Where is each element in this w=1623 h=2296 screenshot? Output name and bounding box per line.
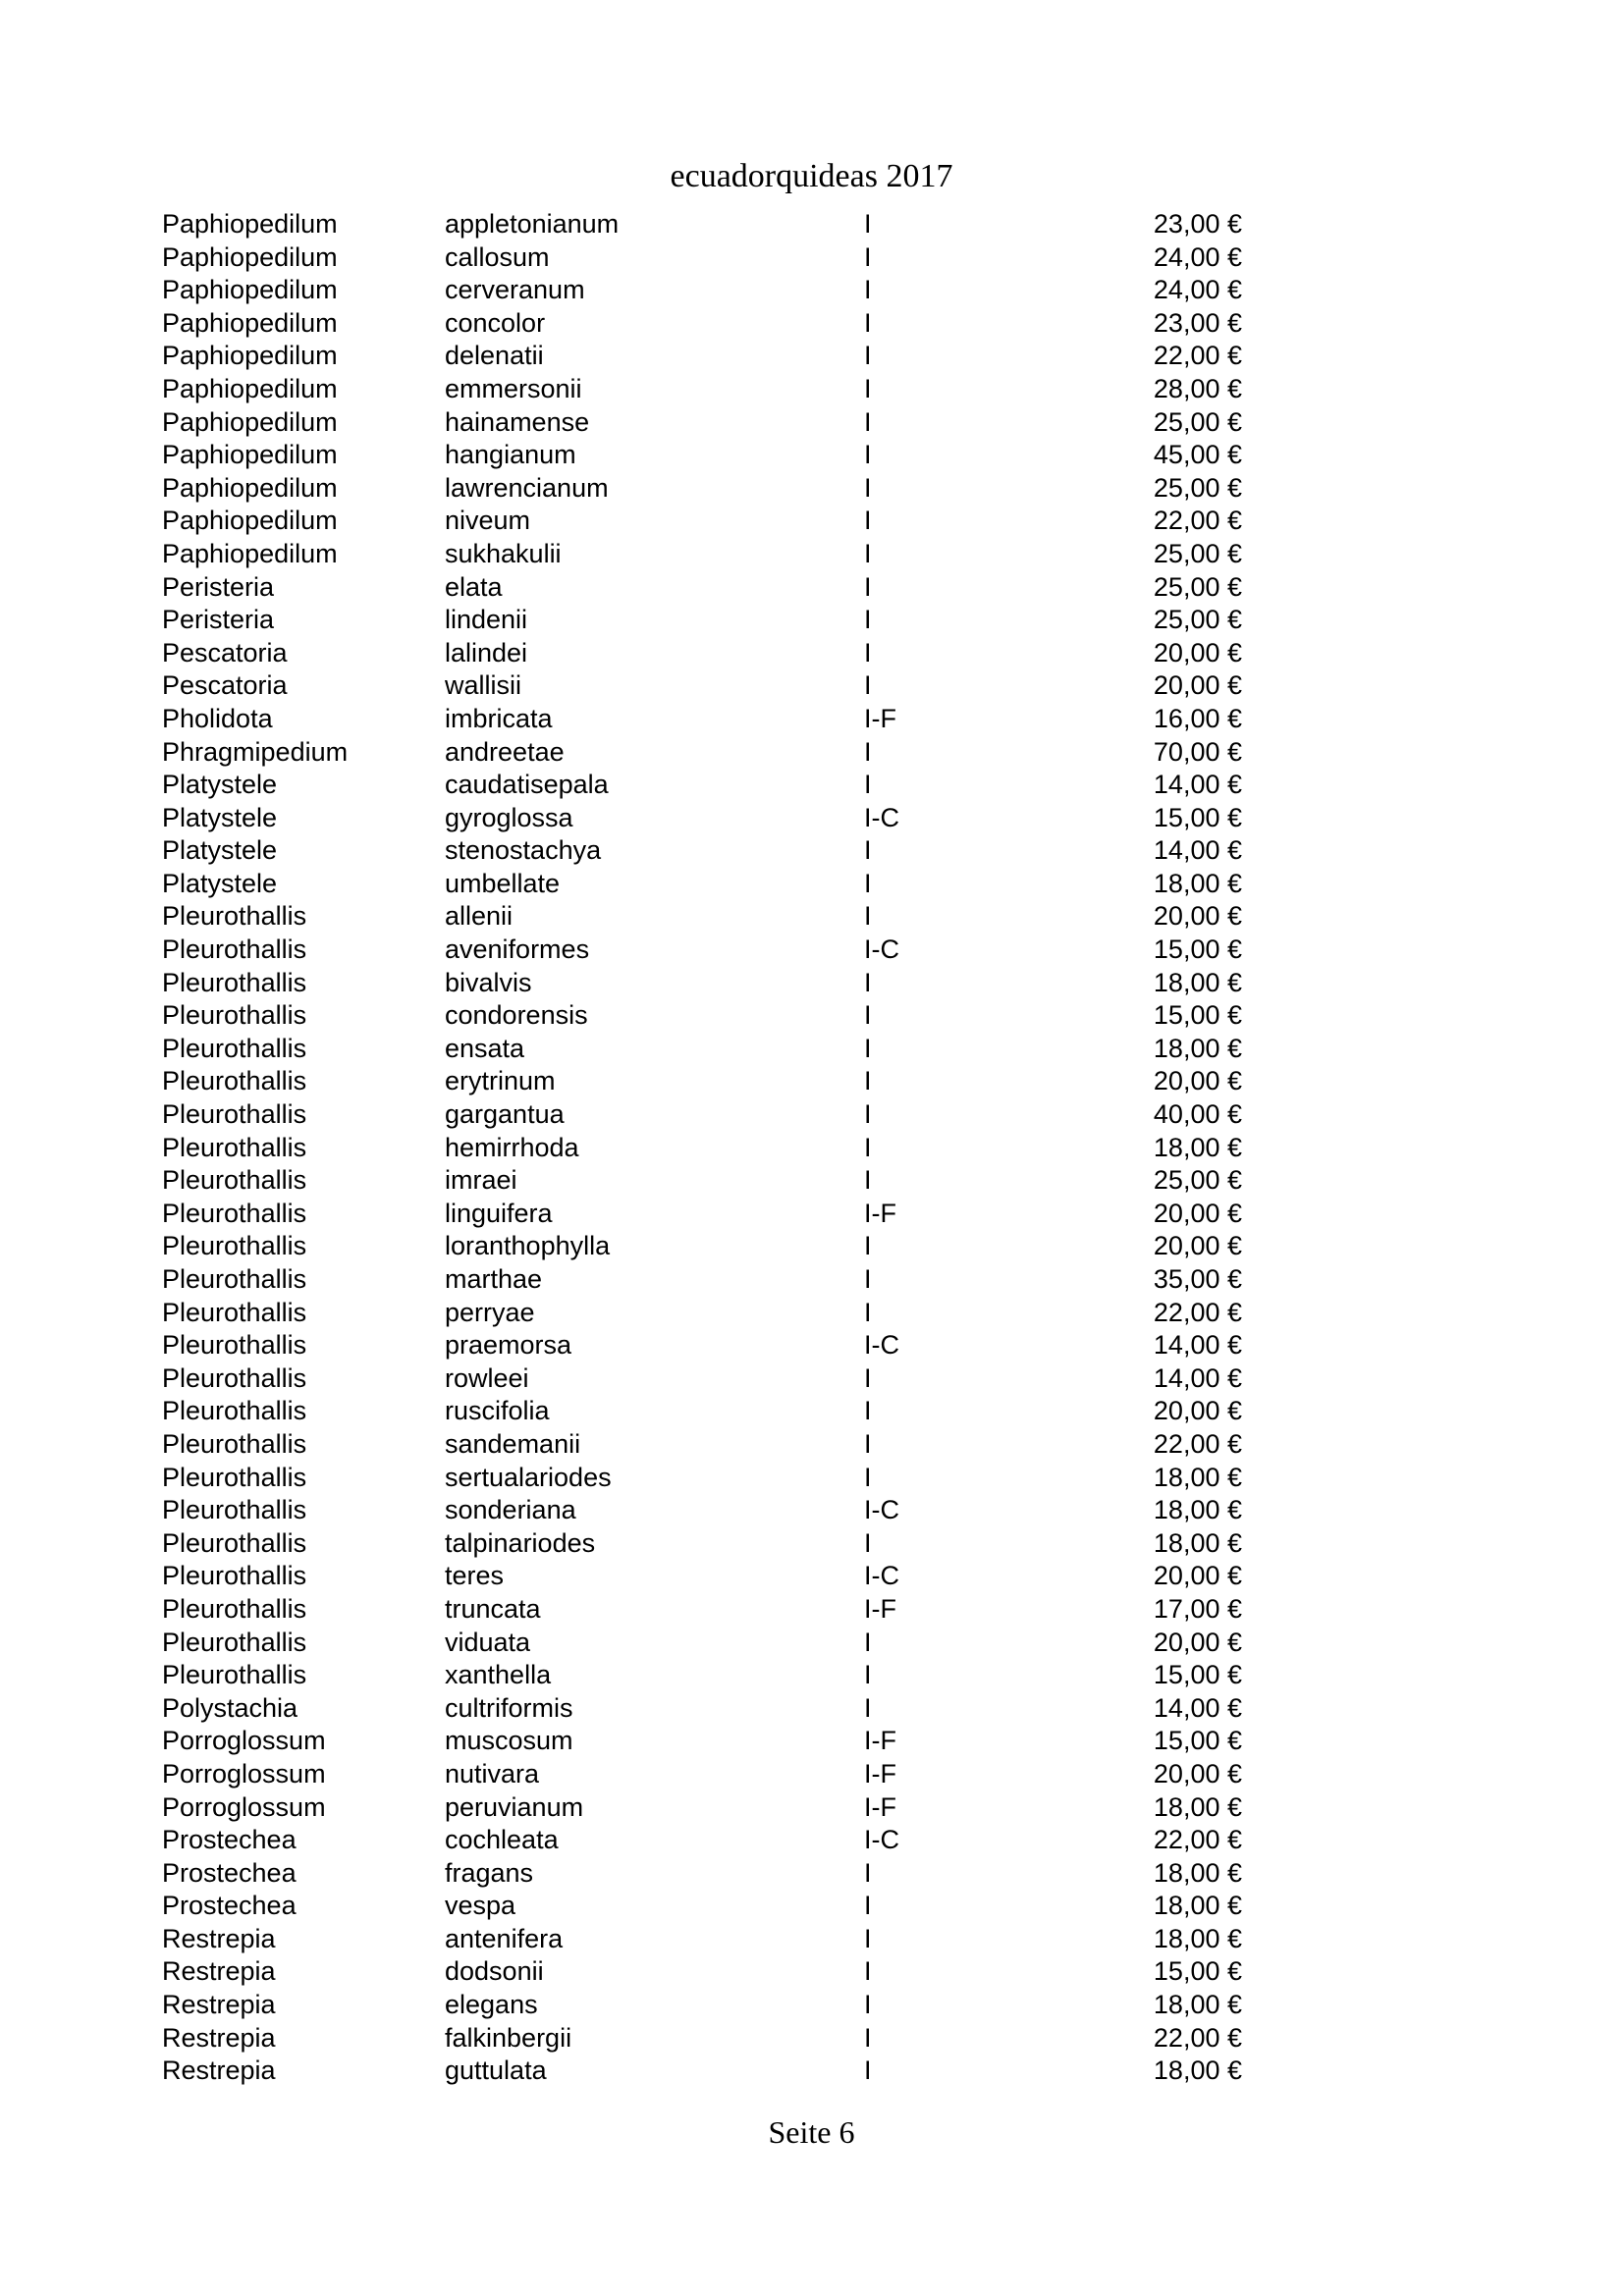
genus-cell: Pleurothallis <box>162 967 307 997</box>
genus-cell: Pleurothallis <box>162 1428 307 1459</box>
code-cell: I-F <box>864 1593 896 1624</box>
species-cell: stenostachya <box>445 835 602 866</box>
list-item <box>162 934 1242 967</box>
code-cell: I-F <box>864 1198 896 1228</box>
species-cell: peruvianum <box>445 1791 584 1822</box>
code-cell: I <box>864 1066 872 1096</box>
species-cell: condorensis <box>445 1000 588 1031</box>
species-cell: imbricata <box>445 703 553 733</box>
price-cell: 18,00 € <box>1153 967 1242 997</box>
genus-cell: Pleurothallis <box>162 1066 307 1096</box>
list-item <box>162 538 1242 571</box>
list-item <box>162 669 1242 703</box>
code-cell: I <box>864 1462 872 1492</box>
species-cell: truncata <box>445 1593 541 1624</box>
species-cell: delenatii <box>445 341 544 371</box>
species-cell: guttulata <box>445 2056 547 2086</box>
list-item <box>162 1627 1242 1660</box>
species-cell: hemirrhoda <box>445 1132 579 1162</box>
species-cell: loranthophylla <box>445 1231 611 1261</box>
price-cell: 20,00 € <box>1153 1198 1242 1228</box>
list-item <box>162 1692 1242 1726</box>
species-cell: appletonianum <box>445 209 620 239</box>
list-item <box>162 802 1242 835</box>
code-cell: I <box>864 1264 872 1294</box>
genus-cell: Platystele <box>162 770 278 800</box>
list-item <box>162 1329 1242 1362</box>
genus-cell: Pleurothallis <box>162 1198 307 1228</box>
list-item <box>162 967 1242 1000</box>
genus-cell: Paphiopedilum <box>162 209 338 239</box>
genus-cell: Paphiopedilum <box>162 440 338 470</box>
code-cell: I <box>864 538 872 568</box>
species-cell: aveniformes <box>445 934 590 965</box>
species-cell: dodsonii <box>445 1956 544 1987</box>
price-cell: 18,00 € <box>1153 868 1242 898</box>
code-cell: I-F <box>864 1791 896 1822</box>
genus-cell: Pleurothallis <box>162 1527 307 1558</box>
genus-cell: Paphiopedilum <box>162 538 338 568</box>
code-cell: I <box>864 1428 872 1459</box>
list-item <box>162 2022 1242 2056</box>
price-cell: 20,00 € <box>1153 1066 1242 1096</box>
genus-cell: Restrepia <box>162 2056 276 2086</box>
list-item <box>162 208 1242 241</box>
species-cell: lalindei <box>445 637 528 667</box>
species-cell: sertualariodes <box>445 1462 612 1492</box>
price-cell: 22,00 € <box>1153 506 1242 536</box>
species-cell: gyroglossa <box>445 802 573 832</box>
species-cell: ruscifolia <box>445 1396 550 1426</box>
genus-cell: Porroglossum <box>162 1726 326 1756</box>
list-item <box>162 1923 1242 1956</box>
species-cell: lindenii <box>445 605 528 635</box>
list-item <box>162 1198 1242 1231</box>
price-cell: 15,00 € <box>1153 1000 1242 1031</box>
code-cell: I <box>864 1000 872 1031</box>
genus-cell: Pleurothallis <box>162 934 307 965</box>
code-cell: I <box>864 770 872 800</box>
genus-cell: Pescatoria <box>162 637 288 667</box>
species-cell: falkinbergii <box>445 2022 572 2053</box>
price-cell: 25,00 € <box>1153 538 1242 568</box>
price-cell: 25,00 € <box>1153 406 1242 437</box>
species-cell: elata <box>445 571 503 602</box>
genus-cell: Pleurothallis <box>162 1462 307 1492</box>
code-cell: I <box>864 1099 872 1130</box>
genus-cell: Polystachia <box>162 1692 298 1723</box>
species-cell: imraei <box>445 1165 517 1196</box>
species-cell: lawrencianum <box>445 472 609 503</box>
species-cell: cerveranum <box>445 275 585 305</box>
code-cell: I <box>864 901 872 932</box>
genus-cell: Pleurothallis <box>162 1660 307 1690</box>
price-cell: 18,00 € <box>1153 1990 1242 2020</box>
price-cell: 18,00 € <box>1153 1033 1242 1063</box>
price-cell: 15,00 € <box>1153 934 1242 965</box>
genus-cell: Pleurothallis <box>162 1099 307 1130</box>
price-cell: 16,00 € <box>1153 703 1242 733</box>
list-item <box>162 1098 1242 1132</box>
list-item <box>162 1725 1242 1758</box>
genus-cell: Pleurothallis <box>162 1000 307 1031</box>
species-cell: sukhakulii <box>445 538 562 568</box>
list-item <box>162 373 1242 406</box>
list-item <box>162 604 1242 637</box>
species-cell: praemorsa <box>445 1330 572 1361</box>
price-cell: 20,00 € <box>1153 670 1242 701</box>
species-cell: nutivara <box>445 1758 540 1789</box>
price-cell: 25,00 € <box>1153 605 1242 635</box>
genus-cell: Pleurothallis <box>162 1561 307 1591</box>
genus-cell: Prostechea <box>162 1825 297 1855</box>
species-cell: vespa <box>445 1891 516 1921</box>
list-item <box>162 1955 1242 1989</box>
genus-cell: Prostechea <box>162 1857 297 1888</box>
species-cell: sandemanii <box>445 1428 581 1459</box>
code-cell: I <box>864 571 872 602</box>
genus-cell: Peristeria <box>162 605 275 635</box>
price-cell: 22,00 € <box>1153 341 1242 371</box>
code-cell: I <box>864 868 872 898</box>
code-cell: I <box>864 1527 872 1558</box>
price-cell: 18,00 € <box>1153 1891 1242 1921</box>
code-cell: I <box>864 1857 872 1888</box>
price-cell: 25,00 € <box>1153 1165 1242 1196</box>
list-item <box>162 2055 1242 2088</box>
price-cell: 25,00 € <box>1153 472 1242 503</box>
code-cell: I <box>864 373 872 403</box>
genus-cell: Pleurothallis <box>162 1495 307 1525</box>
code-cell: I <box>864 1891 872 1921</box>
list-item <box>162 1593 1242 1627</box>
list-item <box>162 241 1242 275</box>
genus-cell: Pleurothallis <box>162 1132 307 1162</box>
price-cell: 45,00 € <box>1153 440 1242 470</box>
code-cell: I-F <box>864 703 896 733</box>
list-item <box>162 1132 1242 1165</box>
species-cell: cochleata <box>445 1825 559 1855</box>
code-cell: I <box>864 1627 872 1657</box>
genus-cell: Pleurothallis <box>162 1231 307 1261</box>
species-cell: bivalvis <box>445 967 532 997</box>
list-item <box>162 1297 1242 1330</box>
price-cell: 15,00 € <box>1153 1660 1242 1690</box>
code-cell: I-C <box>864 934 899 965</box>
genus-cell: Paphiopedilum <box>162 307 338 338</box>
genus-cell: Paphiopedilum <box>162 506 338 536</box>
list-item <box>162 406 1242 440</box>
species-cell: wallisii <box>445 670 522 701</box>
genus-cell: Prostechea <box>162 1891 297 1921</box>
list-item <box>162 1758 1242 1791</box>
code-cell: I <box>864 1362 872 1393</box>
price-cell: 20,00 € <box>1153 1627 1242 1657</box>
list-item <box>162 1065 1242 1098</box>
list-item <box>162 571 1242 605</box>
code-cell: I <box>864 736 872 767</box>
price-cell: 25,00 € <box>1153 571 1242 602</box>
genus-cell: Platystele <box>162 868 278 898</box>
code-cell: I <box>864 1132 872 1162</box>
species-cell: perryae <box>445 1297 535 1327</box>
list-item <box>162 1230 1242 1263</box>
list-item <box>162 1989 1242 2022</box>
code-cell: I <box>864 1297 872 1327</box>
genus-cell: Peristeria <box>162 571 275 602</box>
price-cell: 18,00 € <box>1153 1132 1242 1162</box>
genus-cell: Porroglossum <box>162 1758 326 1789</box>
list-item <box>162 505 1242 538</box>
list-item <box>162 307 1242 341</box>
species-cell: umbellate <box>445 868 561 898</box>
list-item <box>162 1462 1242 1495</box>
code-cell: I <box>864 406 872 437</box>
list-item <box>162 1857 1242 1891</box>
code-cell: I-F <box>864 1726 896 1756</box>
code-cell: I <box>864 1692 872 1723</box>
list-item <box>162 1824 1242 1857</box>
price-cell: 70,00 € <box>1153 736 1242 767</box>
code-cell: I <box>864 670 872 701</box>
species-cell: callosum <box>445 241 550 272</box>
genus-cell: Restrepia <box>162 1923 276 1953</box>
price-cell: 22,00 € <box>1153 2022 1242 2053</box>
price-cell: 14,00 € <box>1153 1362 1242 1393</box>
price-cell: 18,00 € <box>1153 1495 1242 1525</box>
species-cell: caudatisepala <box>445 770 609 800</box>
price-cell: 20,00 € <box>1153 1231 1242 1261</box>
genus-cell: Pleurothallis <box>162 1396 307 1426</box>
price-cell: 18,00 € <box>1153 2056 1242 2086</box>
price-cell: 15,00 € <box>1153 1956 1242 1987</box>
list-item <box>162 999 1242 1033</box>
price-cell: 23,00 € <box>1153 209 1242 239</box>
price-cell: 20,00 € <box>1153 637 1242 667</box>
code-cell: I-C <box>864 1561 899 1591</box>
price-cell: 18,00 € <box>1153 1462 1242 1492</box>
species-cell: teres <box>445 1561 505 1591</box>
species-cell: rowleei <box>445 1362 529 1393</box>
code-cell: I <box>864 1396 872 1426</box>
list-item <box>162 637 1242 670</box>
code-cell: I <box>864 241 872 272</box>
code-cell: I <box>864 835 872 866</box>
code-cell: I <box>864 341 872 371</box>
species-cell: sonderiana <box>445 1495 576 1525</box>
species-cell: erytrinum <box>445 1066 556 1096</box>
list-item <box>162 274 1242 307</box>
code-cell: I <box>864 440 872 470</box>
species-cell: fragans <box>445 1857 534 1888</box>
genus-cell: Paphiopedilum <box>162 341 338 371</box>
code-cell: I <box>864 637 872 667</box>
genus-cell: Restrepia <box>162 1956 276 1987</box>
genus-cell: Pescatoria <box>162 670 288 701</box>
price-cell: 35,00 € <box>1153 1264 1242 1294</box>
price-cell: 18,00 € <box>1153 1857 1242 1888</box>
price-cell: 24,00 € <box>1153 275 1242 305</box>
price-cell: 23,00 € <box>1153 307 1242 338</box>
genus-cell: Pleurothallis <box>162 1627 307 1657</box>
price-list <box>162 208 1242 2088</box>
list-item <box>162 1659 1242 1692</box>
code-cell: I <box>864 275 872 305</box>
code-cell: I <box>864 967 872 997</box>
code-cell: I <box>864 1231 872 1261</box>
list-item <box>162 439 1242 472</box>
price-cell: 14,00 € <box>1153 1330 1242 1361</box>
price-cell: 22,00 € <box>1153 1428 1242 1459</box>
genus-cell: Paphiopedilum <box>162 275 338 305</box>
price-cell: 20,00 € <box>1153 1561 1242 1591</box>
list-item <box>162 1527 1242 1561</box>
genus-cell: Pleurothallis <box>162 1593 307 1624</box>
species-cell: talpinariodes <box>445 1527 596 1558</box>
genus-cell: Paphiopedilum <box>162 241 338 272</box>
species-cell: cultriformis <box>445 1692 573 1723</box>
price-cell: 20,00 € <box>1153 901 1242 932</box>
genus-cell: Pleurothallis <box>162 1362 307 1393</box>
list-item <box>162 472 1242 506</box>
list-item <box>162 1560 1242 1593</box>
price-cell: 18,00 € <box>1153 1527 1242 1558</box>
genus-cell: Pleurothallis <box>162 1165 307 1196</box>
species-cell: gargantua <box>445 1099 565 1130</box>
list-item <box>162 1395 1242 1428</box>
code-cell: I <box>864 2056 872 2086</box>
genus-cell: Porroglossum <box>162 1791 326 1822</box>
genus-cell: Pleurothallis <box>162 1330 307 1361</box>
code-cell: I <box>864 2022 872 2053</box>
code-cell: I-F <box>864 1758 896 1789</box>
species-cell: muscosum <box>445 1726 573 1756</box>
list-item <box>162 769 1242 802</box>
code-cell: I <box>864 506 872 536</box>
genus-cell: Restrepia <box>162 2022 276 2053</box>
list-item <box>162 1494 1242 1527</box>
list-item <box>162 1033 1242 1066</box>
species-cell: hangianum <box>445 440 576 470</box>
genus-cell: Pleurothallis <box>162 1297 307 1327</box>
genus-cell: Phragmipedium <box>162 736 349 767</box>
code-cell: I-C <box>864 1330 899 1361</box>
list-item <box>162 1428 1242 1462</box>
price-cell: 17,00 € <box>1153 1593 1242 1624</box>
price-cell: 22,00 € <box>1153 1825 1242 1855</box>
code-cell: I <box>864 1923 872 1953</box>
genus-cell: Paphiopedilum <box>162 373 338 403</box>
species-cell: andreetae <box>445 736 565 767</box>
price-cell: 40,00 € <box>1153 1099 1242 1130</box>
price-cell: 15,00 € <box>1153 802 1242 832</box>
price-cell: 18,00 € <box>1153 1791 1242 1822</box>
price-cell: 18,00 € <box>1153 1923 1242 1953</box>
code-cell: I <box>864 472 872 503</box>
species-cell: niveum <box>445 506 531 536</box>
species-cell: antenifera <box>445 1923 564 1953</box>
code-cell: I <box>864 1033 872 1063</box>
list-item <box>162 900 1242 934</box>
genus-cell: Platystele <box>162 802 278 832</box>
genus-cell: Platystele <box>162 835 278 866</box>
species-cell: hainamense <box>445 406 590 437</box>
genus-cell: Pleurothallis <box>162 1264 307 1294</box>
species-cell: concolor <box>445 307 546 338</box>
page-number: Seite 6 <box>768 2114 855 2150</box>
list-item <box>162 1791 1242 1825</box>
price-cell: 14,00 € <box>1153 770 1242 800</box>
code-cell: I <box>864 209 872 239</box>
species-cell: emmersonii <box>445 373 582 403</box>
price-cell: 20,00 € <box>1153 1396 1242 1426</box>
list-item <box>162 340 1242 373</box>
species-cell: elegans <box>445 1990 538 2020</box>
list-item <box>162 868 1242 901</box>
price-cell: 14,00 € <box>1153 1692 1242 1723</box>
list-item <box>162 703 1242 736</box>
species-cell: ensata <box>445 1033 525 1063</box>
species-cell: linguifera <box>445 1198 553 1228</box>
species-cell: allenii <box>445 901 514 932</box>
genus-cell: Pholidota <box>162 703 273 733</box>
price-cell: 22,00 € <box>1153 1297 1242 1327</box>
code-cell: I <box>864 307 872 338</box>
page-title: ecuadorquideas 2017 <box>670 158 953 194</box>
code-cell: I <box>864 605 872 635</box>
list-item <box>162 736 1242 770</box>
code-cell: I <box>864 1990 872 2020</box>
list-item <box>162 834 1242 868</box>
list-item <box>162 1164 1242 1198</box>
code-cell: I <box>864 1165 872 1196</box>
species-cell: xanthella <box>445 1660 552 1690</box>
genus-cell: Paphiopedilum <box>162 406 338 437</box>
price-cell: 20,00 € <box>1153 1758 1242 1789</box>
species-cell: viduata <box>445 1627 531 1657</box>
code-cell: I-C <box>864 1825 899 1855</box>
code-cell: I-C <box>864 802 899 832</box>
price-cell: 24,00 € <box>1153 241 1242 272</box>
species-cell: marthae <box>445 1264 543 1294</box>
list-item <box>162 1890 1242 1923</box>
genus-cell: Pleurothallis <box>162 901 307 932</box>
code-cell: I <box>864 1660 872 1690</box>
code-cell: I-C <box>864 1495 899 1525</box>
code-cell: I <box>864 1956 872 1987</box>
price-cell: 14,00 € <box>1153 835 1242 866</box>
genus-cell: Pleurothallis <box>162 1033 307 1063</box>
genus-cell: Paphiopedilum <box>162 472 338 503</box>
list-item <box>162 1362 1242 1396</box>
price-cell: 15,00 € <box>1153 1726 1242 1756</box>
price-cell: 28,00 € <box>1153 373 1242 403</box>
genus-cell: Restrepia <box>162 1990 276 2020</box>
list-item <box>162 1263 1242 1297</box>
